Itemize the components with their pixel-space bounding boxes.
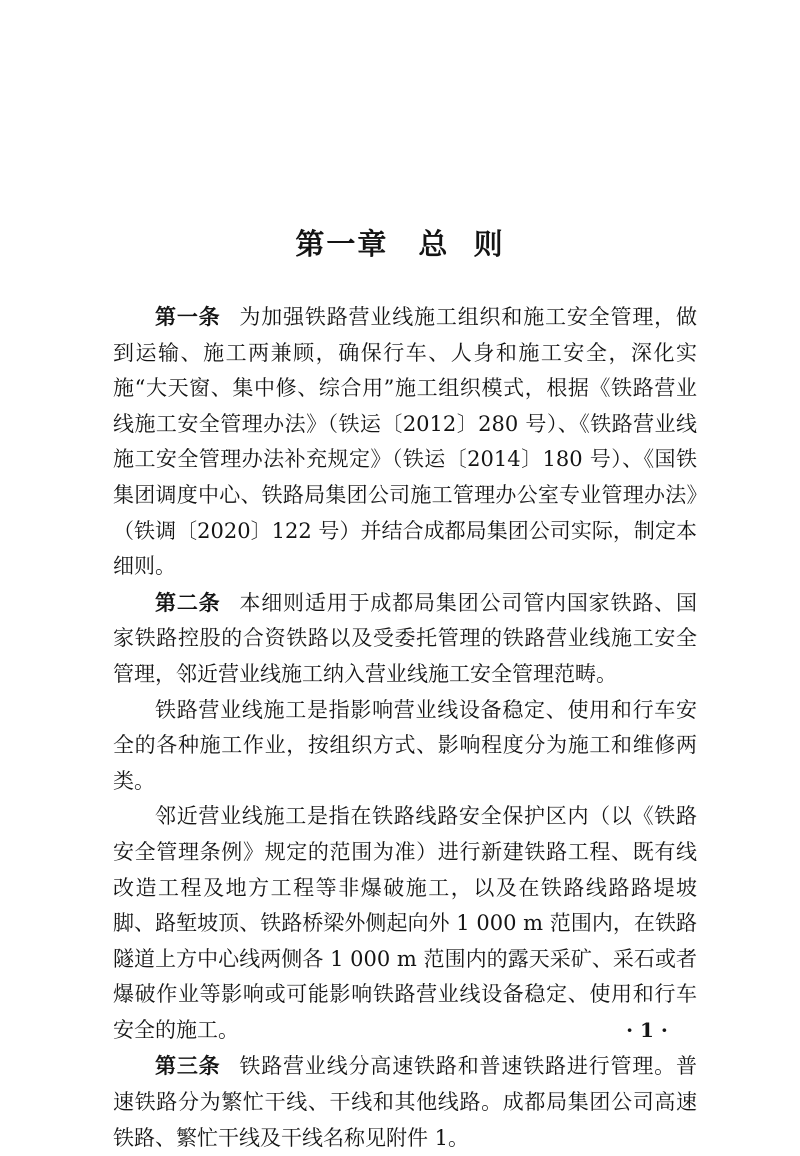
chapter-number: 第一章	[295, 227, 389, 261]
paragraph-text: 本细则适用于成都局集团公司管内国家铁路、国家铁路控股的合资铁路以及受委托管理的铁路营业线施工安全管理，邻近营业线施工纳入营业线施工安全管理范畴。	[113, 590, 698, 686]
body-text	[113, 299, 697, 1156]
page-number: · 1 ·	[626, 1018, 668, 1042]
chapter-title	[0, 222, 800, 263]
paragraph-article-2	[113, 585, 697, 693]
paragraph-article-3	[113, 1048, 697, 1156]
paragraph-text: 邻近营业线施工是指在铁路线路安全保护区内（以《铁路安全管理条例》规定的范围为准）进行新建铁路工程、既有线改造工程及地方工程等非爆破施工，以及在铁路线路路堤坡脚、路堑坡顶、铁路桥梁外侧起向外 1 000 m 范围内，在铁路隧道上方中心线两侧各 1 000 m 范围内的露天采矿、采石或者爆破作业等影响或可能影响铁路营业线设备稳定、使用和行车安全的施工。	[113, 804, 697, 1042]
article-label: 第二条	[155, 589, 221, 615]
chapter-name: 总 则	[418, 227, 505, 261]
paragraph-definition-adjacent-construction	[113, 799, 697, 1048]
paragraph-text: 铁路营业线分高速铁路和普速铁路进行管理。普速铁路分为繁忙干线、干线和其他线路。成都局集团公司高速铁路、繁忙干线及干线名称见附件 1。	[113, 1054, 698, 1150]
paragraph-text: 铁路营业线施工是指影响营业线设备稳定、使用和行车安全的各种施工作业，按组织方式、影响程度分为施工和维修两类。	[113, 697, 697, 793]
paragraph-text: 为加强铁路营业线施工组织和施工安全管理，做到运输、施工两兼顾，确保行车、人身和施工安全，深化实施“大天窗、集中修、综合用”施工组织模式，根据《铁路营业线施工安全管理办法》（铁运〔2012〕280 号）、《铁路营业线施工安全管理办法补充规定》（铁运〔2014〕180 号）、《国铁集团调度中心、铁路局集团公司施工管理办公室专业管理办法》（铁调〔2020〕122 号）并结合成都局集团公司实际，制定本细则。	[113, 305, 698, 579]
paragraph-definition-operating-line	[113, 693, 697, 800]
article-label: 第一条	[155, 304, 221, 329]
article-label: 第三条	[155, 1053, 221, 1079]
paragraph-article-1	[113, 299, 697, 585]
